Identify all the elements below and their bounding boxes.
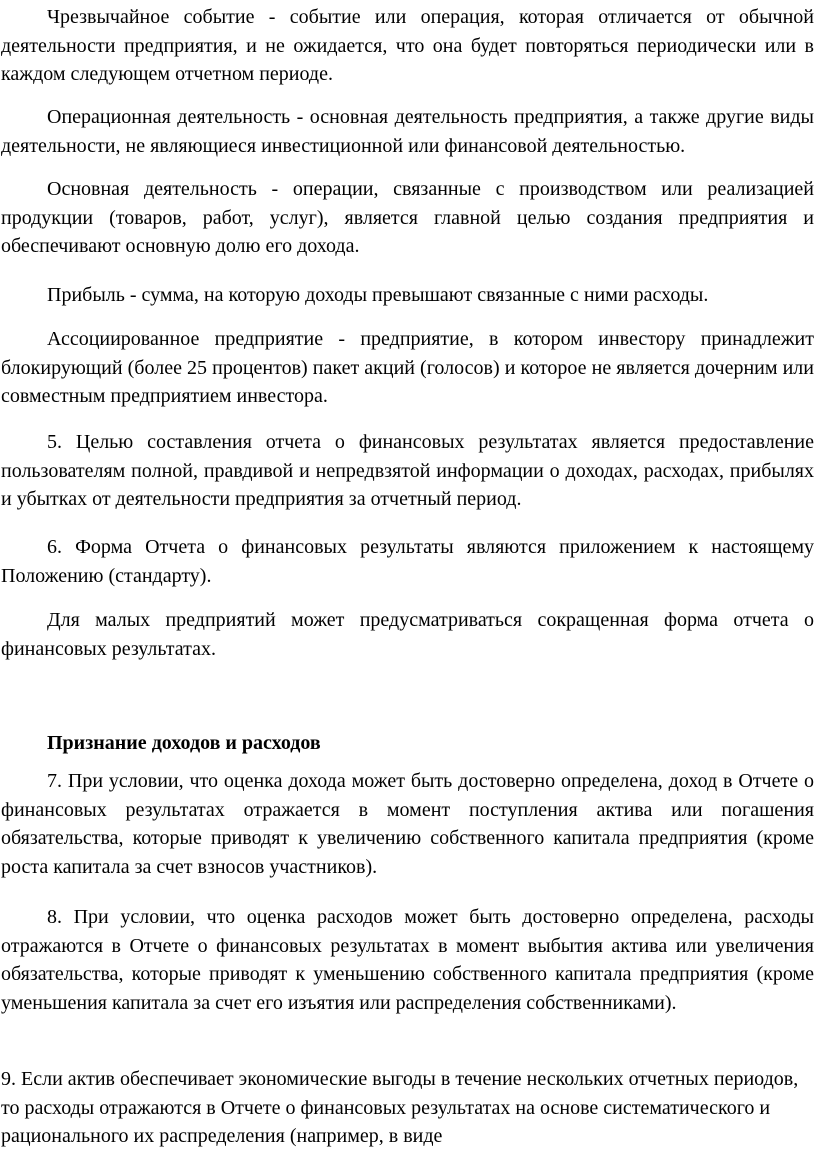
paragraph-operating-activity: Операционная деятельность - основная деятельность предприятия, а также другие виды деятельности, не являющиеся инвестиционной или финансовой деятельностью. xyxy=(1,106,814,157)
paragraph-item-8: 8. При условии, что оценка расходов может быть достоверно определена, расходы отражаются в Отчете о финансовых результатах в момент выбытия актива или увеличения обязательства, которые приводят к уменьшению собственного капитала предприятия (кроме уменьшения капитала за счет его изъятия или распределения собственниками). xyxy=(1,906,814,1014)
paragraph-item-7: 7. При условии, что оценка дохода может быть достоверно определена, доход в Отчете о финансовых результатах отражается в момент поступления актива или погашения обязательства, которые приводят к увеличению собственного капитала предприятия (кроме роста капитала за счет взносов участников). xyxy=(1,770,814,878)
paragraph-main-activity: Основная деятельность - операции, связанные с производством или реализацией продукции (товаров, работ, услуг), является главной целью создания предприятия и обеспечивают основную долю его дохода. xyxy=(1,178,814,257)
section-heading: Признание доходов и расходов xyxy=(47,732,321,754)
paragraph-small-enterprises: Для малых предприятий может предусматриваться сокращенная форма отчета о финансовых результатах. xyxy=(1,609,814,660)
paragraph-associated-enterprise: Ассоциированное предприятие - предприятие, в котором инвестору принадлежит блокирующий (более 25 процентов) пакет акций (голосов) и которое не является дочерним или совместным предприятием инвестора. xyxy=(1,328,814,407)
paragraph-item-5: 5. Целью составления отчета о финансовых результатах является предоставление пользователям полной, правдивой и непредвзятой информации о доходах, расходах, прибылях и убытках от деятельности предприятия за отчетный период. xyxy=(1,431,814,510)
paragraph-extraordinary-event: Чрезвычайное событие - событие или операция, которая отличается от обычной деятельности предприятия, и не ожидается, что она будет повторяться периодически или в каждом следующем отчетном периоде. xyxy=(1,6,814,85)
paragraph-item-6: 6. Форма Отчета о финансовых результаты являются приложением к настоящему Положению (стандарту). xyxy=(1,536,814,587)
paragraph-item-9: 9. Если актив обеспечивает экономические выгоды в течение нескольких отчетных периодов, то расходы отражаются в Отчете о финансовых результатах на основе систематического и рационального их распределения (например, в виде xyxy=(1,1068,799,1147)
paragraph-profit: Прибыль - сумма, на которую доходы превышают связанные с ними расходы. xyxy=(47,284,709,306)
